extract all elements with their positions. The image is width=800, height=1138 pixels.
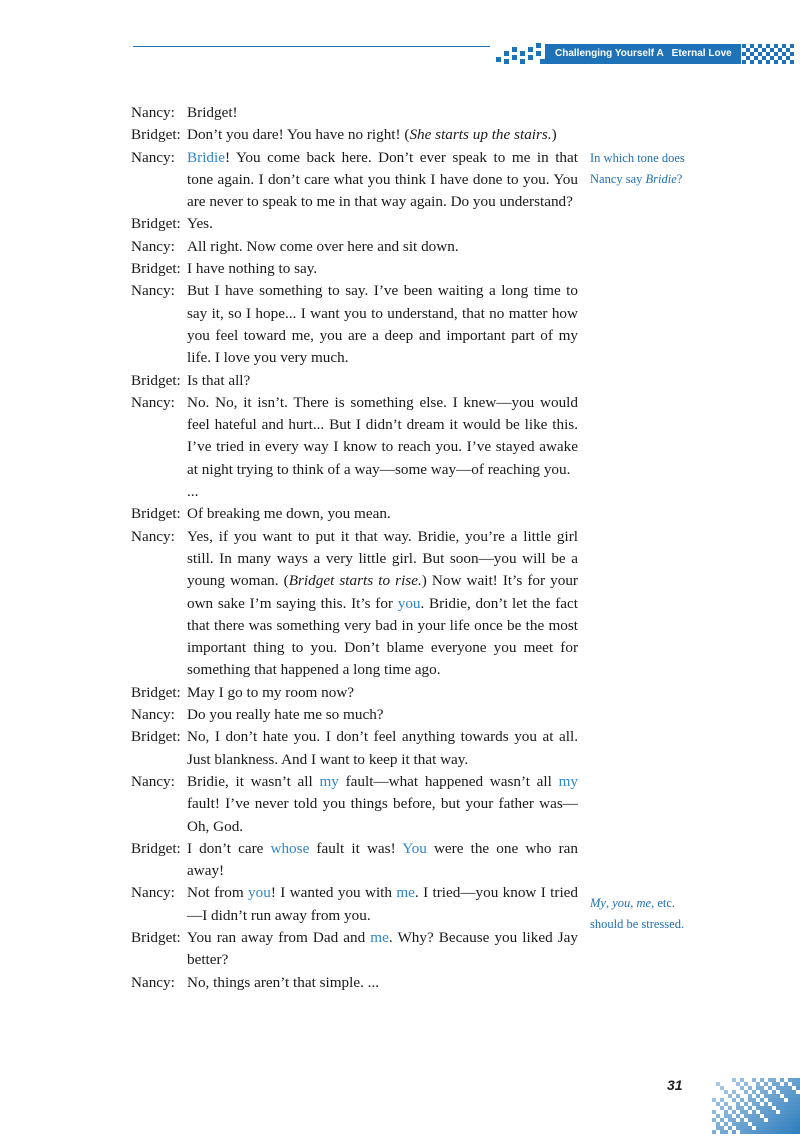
- stressed-word: you: [248, 884, 271, 902]
- dialogue-text: [187, 704, 578, 726]
- dialogue-text: [187, 280, 578, 369]
- dialogue-line: [131, 771, 581, 838]
- speaker-label: Nancy:: [131, 104, 175, 121]
- text-run: No, I don’t hate you. I don’t feel anything towards you at all. Just blankness. And I want to keep it that way.: [187, 728, 578, 768]
- dialogue-line: [131, 503, 581, 525]
- speaker-label: Nancy:: [131, 282, 175, 300]
- text-run: ) Now wait! It’s for your own sake I’m saying this. It’s for: [187, 572, 578, 612]
- dialogue-text: [187, 771, 578, 838]
- pixel-square: [512, 55, 517, 60]
- dialogue-line: [131, 370, 581, 392]
- dialogue-line: [131, 147, 581, 214]
- dialogue-text: [187, 258, 578, 280]
- dialogue-line: [131, 526, 581, 682]
- text-run: ! I wanted you with: [270, 884, 397, 902]
- speaker-label: Nancy:: [131, 772, 175, 790]
- dialogue-line: [131, 102, 581, 124]
- text-run: I have nothing to say.: [187, 260, 318, 278]
- pixel-square: [766, 60, 770, 64]
- pixel-square: [712, 1130, 716, 1134]
- speaker-label: Bridget:: [131, 839, 181, 857]
- speaker-label: Bridget:: [131, 371, 181, 389]
- stressed-word: me: [370, 928, 389, 946]
- speaker-label: Nancy:: [131, 237, 175, 255]
- dialogue-line: [131, 682, 581, 704]
- margin-note-stress: [590, 893, 700, 935]
- dialogue-body: [131, 102, 581, 994]
- italic-text: My: [590, 896, 606, 910]
- pixel-square: [758, 60, 762, 64]
- pixel-square: [528, 55, 533, 60]
- speaker-label: Bridget:: [131, 683, 181, 701]
- dialogue-text: [187, 526, 578, 682]
- text-run: Don’t you dare! You have no right! (: [187, 126, 410, 144]
- speaker-label: Nancy:: [131, 706, 175, 724]
- stressed-word: me: [396, 884, 415, 902]
- stressed-word: my: [319, 772, 339, 790]
- text-run: fault—what happened wasn’t all: [338, 772, 559, 790]
- pixel-square: [790, 60, 794, 64]
- pixel-square: [742, 60, 746, 64]
- dialogue-text: [187, 213, 578, 235]
- speaker-label: Bridget:: [131, 215, 181, 233]
- text-run: Bridie, it wasn’t all: [187, 772, 320, 790]
- pixel-square: [796, 1130, 800, 1134]
- pixel-square: [520, 51, 525, 56]
- speaker-label: Nancy:: [131, 393, 175, 411]
- dialogue-text: [187, 124, 578, 146]
- stressed-word: my: [558, 772, 578, 790]
- pixel-square: [536, 43, 541, 48]
- margin-note-tone: [590, 148, 700, 190]
- dialogue-line: [131, 838, 581, 883]
- pixel-square: [504, 51, 509, 56]
- pixel-square: [496, 57, 501, 62]
- text-run: You ran away from Dad and: [187, 928, 371, 946]
- pixel-square: [750, 60, 754, 64]
- dialogue-line: [131, 124, 581, 146]
- text-run: ): [551, 126, 557, 144]
- text-run: But I have something to say. I’ve been waiting a long time to say it, so I hope... I want you to understand, that no matter how you feel toward me, you are a deep and important part of my life. I love you very much.: [187, 282, 578, 367]
- dialogue-text: [187, 972, 578, 994]
- page-number: 31: [667, 1077, 683, 1093]
- speaker-label: Bridget:: [131, 505, 181, 523]
- text-run: . Bridie, don’t let the fact that there was something very bad in your life once be the most important thing to you. Don’t blame everyone you meet for something that happened a long time ago.: [187, 594, 578, 679]
- pixel-square: [520, 59, 525, 64]
- pixel-square: [774, 60, 778, 64]
- text-run: May I go to my room now?: [187, 683, 355, 701]
- text-run: . Why? Because you liked Jay better?: [187, 928, 578, 969]
- header-banner: Challenging Yourself A Eternal Love: [545, 44, 741, 64]
- dialogue-text: [187, 370, 578, 392]
- text-run: ! You come back here. Don’t ever speak to me in that tone again. I don’t care what you think I have done to you. You are never to speak to me in that way again. Do you understand?: [187, 148, 578, 211]
- dialogue-line: [131, 258, 581, 280]
- italic-text: you: [612, 896, 631, 910]
- speaker-label: Nancy:: [131, 973, 175, 991]
- text-run: were the one who ran away!: [187, 839, 579, 880]
- pixel-square: [732, 1130, 736, 1134]
- text-run: All right. Now come over here and sit down.: [187, 237, 459, 255]
- dialogue-text: [187, 236, 578, 258]
- dialogue-text: [187, 838, 578, 883]
- text-run: ...: [187, 483, 199, 501]
- dialogue-line: [131, 882, 581, 927]
- speaker-label: [131, 481, 187, 503]
- text-run: No. No, it isn’t. There is something else. I knew—you would feel hateful and hurt... But I didn’t dream it would be like this. I’ve tried in every way I know to reach you. I’ve stayed awake at night trying to think of a way—some way—of reaching you.: [187, 393, 578, 478]
- text-run: No, things aren’t that simple. ...: [187, 973, 380, 991]
- dialogue-text: [187, 392, 578, 481]
- text-run: ?: [676, 172, 683, 186]
- dialogue-line: [131, 280, 581, 369]
- text-run: Not from: [187, 884, 249, 902]
- text-run: Do you really hate me so much?: [187, 706, 384, 724]
- pixel-square: [504, 59, 509, 64]
- pixel-square: [536, 51, 541, 56]
- speaker-label: Nancy:: [131, 148, 175, 166]
- italic-text: Bridie: [645, 172, 677, 186]
- dialogue-line: [131, 236, 581, 258]
- dialogue-line: [131, 972, 581, 994]
- dialogue-text: [187, 882, 578, 927]
- pixel-square: [724, 1130, 728, 1134]
- dialogue-line: [131, 213, 581, 235]
- dialogue-text: [187, 503, 578, 525]
- pixel-square: [512, 47, 517, 52]
- text-run: ,: [630, 896, 637, 910]
- text-run: In which tone does Nancy say: [590, 151, 685, 186]
- text-run: . I tried—you know I tried—I didn’t run away from you.: [187, 884, 578, 924]
- dialogue-line: [131, 392, 581, 481]
- speaker-label: Bridget:: [131, 928, 181, 946]
- pixel-square: [782, 60, 786, 64]
- pixel-square: [790, 44, 794, 48]
- text-run: Is that all?: [187, 371, 251, 389]
- speaker-label: Bridget:: [131, 126, 181, 144]
- dialogue-text: [187, 927, 578, 972]
- speaker-label: Bridget:: [131, 260, 181, 278]
- pixel-square: [796, 1086, 800, 1090]
- speaker-label: Nancy:: [131, 527, 175, 545]
- text-run: I don’t care: [187, 839, 271, 857]
- text-run: Yes.: [187, 215, 213, 233]
- dialogue-text: [187, 682, 578, 704]
- dialogue-text: [187, 481, 578, 503]
- dialogue-line: [131, 481, 581, 503]
- dialogue-line: [131, 726, 581, 771]
- dialogue-text: [187, 102, 578, 124]
- speaker-label: Nancy:: [131, 884, 175, 902]
- text-run: fault it was!: [309, 839, 403, 857]
- speaker-label: Bridget:: [131, 728, 181, 746]
- dialogue-line: [131, 927, 581, 972]
- text-run: , etc. should be stressed.: [590, 896, 685, 931]
- stressed-word: Bridie: [187, 148, 225, 166]
- pixel-square: [790, 52, 794, 56]
- text-run: Yes, if you want to put it that way. Bridie, you’re a little girl still. In many ways a very little girl. But soon—you will be a young woman. (: [187, 527, 578, 590]
- stressed-word: you: [397, 594, 421, 612]
- text-run: ,: [605, 896, 613, 910]
- header-rule: [133, 46, 490, 47]
- italic-text: She starts up the stairs.: [409, 126, 552, 144]
- italic-text: me: [636, 896, 652, 910]
- italic-text: Bridget starts to rise.: [288, 572, 422, 590]
- pixel-square: [528, 47, 533, 52]
- text-run: Of breaking me down, you mean.: [187, 505, 391, 523]
- stressed-word: whose: [270, 839, 310, 857]
- dialogue-line: [131, 704, 581, 726]
- text-run: fault! I’ve never told you things before, but your father was—Oh, God.: [187, 795, 578, 835]
- dialogue-text: [187, 726, 578, 771]
- stressed-word: You: [402, 839, 427, 857]
- dialogue-text: [187, 147, 578, 214]
- text-run: Bridget!: [187, 104, 238, 121]
